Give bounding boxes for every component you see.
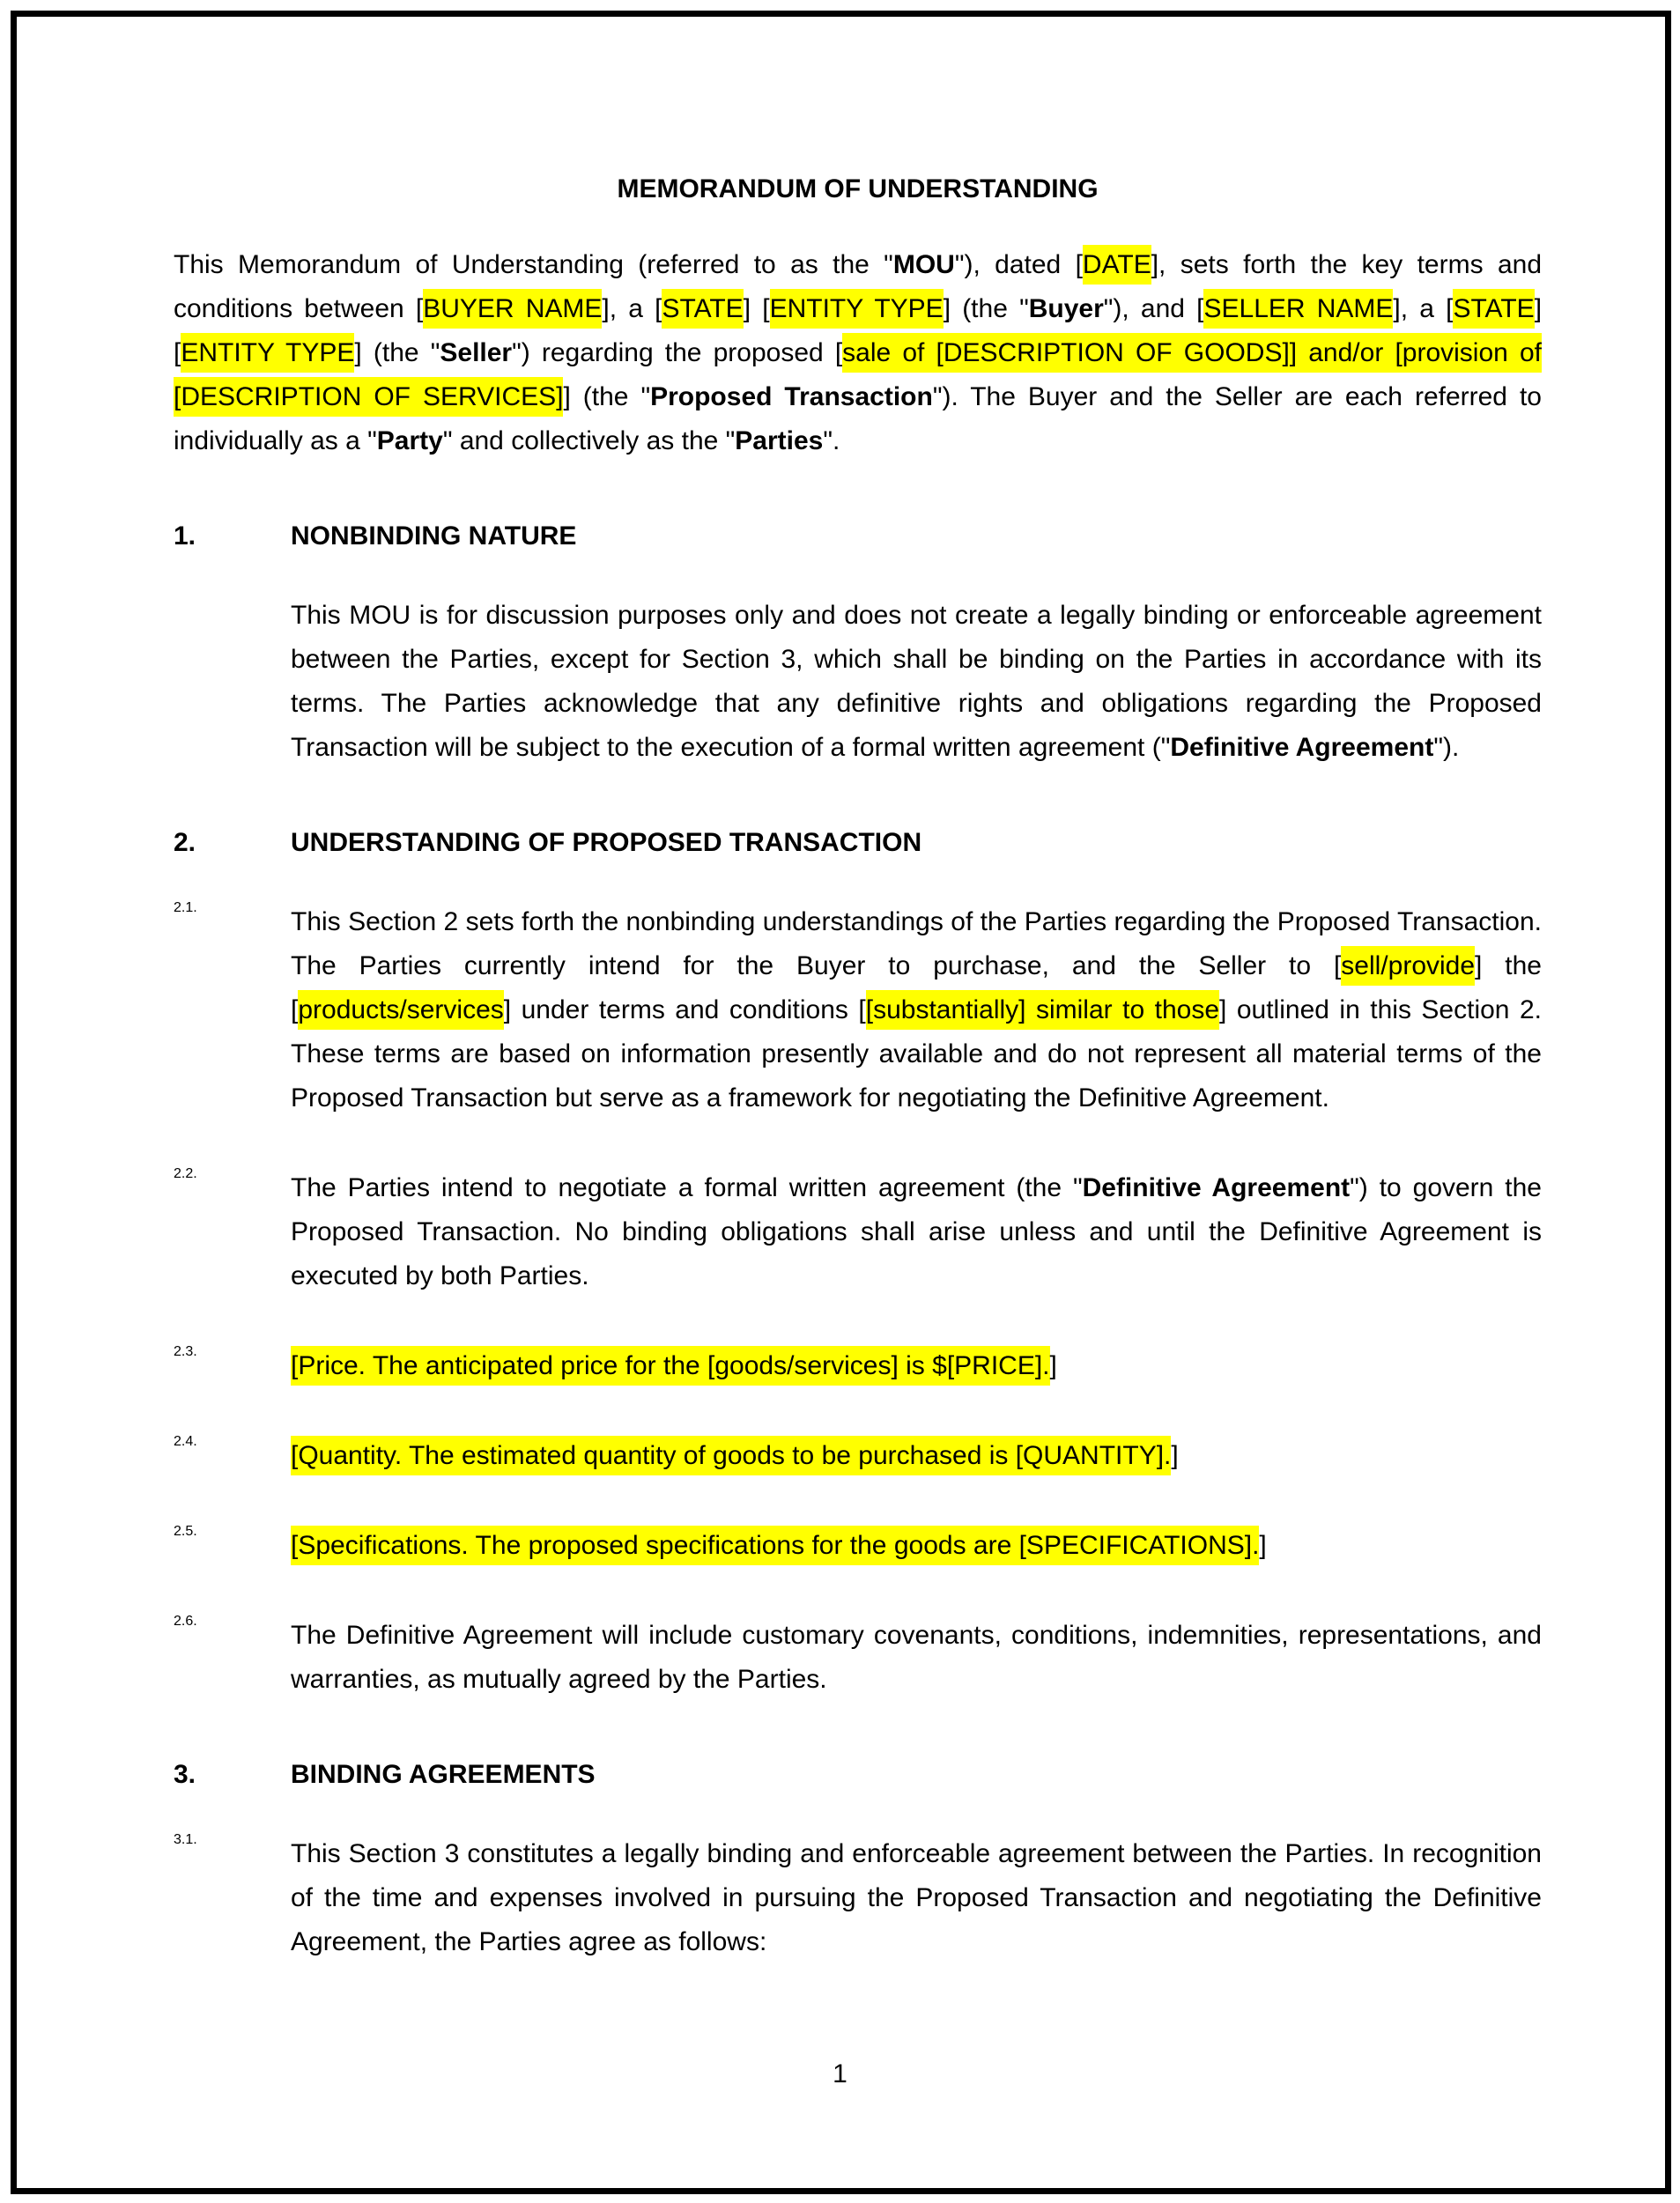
numbered-paragraph: [174, 900, 1542, 1120]
text-run: " and collectively as the ": [442, 426, 736, 455]
document-content: [174, 167, 1542, 2010]
bold-term: Proposed Transaction: [650, 382, 933, 411]
section-heading-text: BINDING AGREEMENTS: [291, 1760, 596, 1789]
paragraph-number: 2.5.: [174, 1524, 197, 1539]
highlighted-placeholder: ENTITY TYPE: [770, 289, 944, 329]
highlighted-placeholder: [Price. The anticipated price for the [goods/services] is $[PRICE].: [291, 1346, 1050, 1386]
section-heading: [174, 1753, 1542, 1797]
numbered-paragraph: [174, 1524, 1542, 1568]
text-run: ".: [823, 426, 840, 455]
text-run: "). The Buyer and the Seller are each referred to individually as a ": [174, 382, 1542, 455]
bold-term: Seller: [440, 338, 513, 367]
document-title: MEMORANDUM OF UNDERSTANDING: [617, 174, 1099, 203]
numbered-paragraph: [174, 1344, 1542, 1388]
text-run: ]: [1171, 1441, 1179, 1470]
paragraph-number: 2.3.: [174, 1344, 197, 1359]
text-run: ]: [1049, 1351, 1057, 1380]
highlighted-placeholder: STATE: [1453, 289, 1534, 329]
highlighted-placeholder: SELLER NAME: [1203, 289, 1393, 329]
text-run: ], a [: [1393, 294, 1454, 323]
section: [174, 821, 1542, 1702]
highlighted-placeholder: sale of [DESCRIPTION OF GOODS]] and/or [provision of [DESCRIPTION OF SERVICES]: [174, 333, 1542, 417]
section: [174, 514, 1542, 770]
section-heading: [174, 514, 1542, 558]
text-run: ] (the ": [354, 338, 440, 367]
section-number: 2.: [174, 828, 196, 857]
text-run: "), dated [: [954, 250, 1083, 279]
paragraph-number: 3.1.: [174, 1832, 197, 1847]
text-run: ") to govern the Proposed Transaction. No binding obligations shall arise unless and until the Definitive Agreement is executed by both Parties.: [291, 1173, 1542, 1290]
highlighted-placeholder: [Specifications. The proposed specifications for the goods are [SPECIFICATIONS].: [291, 1526, 1259, 1565]
text-run: This Section 2 sets forth the nonbinding understandings of the Parties regarding the Proposed Transaction. The Parties currently intend for the Buyer to purchase, and the Seller to [: [291, 907, 1542, 980]
text-run: ").: [1433, 733, 1460, 762]
section: [174, 1753, 1542, 1964]
text-run: "), and [: [1103, 294, 1204, 323]
numbered-paragraph: [174, 1614, 1542, 1702]
highlighted-placeholder: sell/provide: [1341, 946, 1475, 986]
highlighted-placeholder: BUYER NAME: [423, 289, 602, 329]
highlighted-placeholder: ENTITY TYPE: [181, 333, 354, 373]
bold-term: MOU: [892, 250, 955, 279]
paragraph-text: [291, 900, 1542, 1120]
paragraph-text: [291, 1434, 1542, 1478]
bold-term: Definitive Agreement: [1170, 733, 1434, 762]
text-run: This Memorandum of Understanding (referred to as the ": [174, 250, 893, 279]
text-run: ] the [: [291, 951, 1542, 1024]
highlighted-placeholder: DATE: [1083, 245, 1151, 285]
paragraph-number: 2.6.: [174, 1614, 197, 1629]
bold-term: Definitive Agreement: [1082, 1173, 1351, 1202]
text-run: ] (the ": [943, 294, 1029, 323]
paragraph-number: 2.2.: [174, 1166, 197, 1181]
text-run: ] under terms and conditions [: [503, 995, 866, 1024]
paragraph-number: [174, 594, 291, 770]
highlighted-placeholder: STATE: [662, 289, 743, 329]
highlighted-placeholder: [Quantity. The estimated quantity of goods to be purchased is [QUANTITY].: [291, 1436, 1171, 1475]
intro-paragraph: [174, 243, 1542, 463]
paragraph-text: [291, 1166, 1542, 1298]
paragraph-text: [291, 1614, 1542, 1702]
section-heading-text: NONBINDING NATURE: [291, 521, 577, 551]
text-run: ] [: [174, 294, 1543, 367]
section-number: 1.: [174, 521, 196, 551]
text-run: ] (the ": [563, 382, 651, 411]
bold-term: Parties: [735, 426, 824, 455]
paragraph-text: [291, 1524, 1542, 1568]
text-run: ]: [1259, 1531, 1267, 1560]
section-paragraphs: [174, 1832, 1542, 1964]
section-paragraphs: [174, 594, 1542, 770]
page-number: 1: [833, 2059, 847, 2088]
text-run: ], a [: [602, 294, 662, 323]
numbered-paragraph: [174, 1434, 1542, 1478]
text-run: This MOU is for discussion purposes only and does not create a legally binding or enforceable agreement between the Parties, except for Section 3, which shall be binding on the Parties in accordance with its terms. The Parties acknowledge that any definitive rights and obligations regarding the Proposed Transaction will be subject to the execution of a formal written agreement (": [291, 601, 1542, 762]
text-run: ") regarding the proposed [: [512, 338, 843, 367]
highlighted-placeholder: [substantially] similar to those: [866, 990, 1219, 1030]
section-heading: [174, 821, 1542, 865]
section-heading-text: UNDERSTANDING OF PROPOSED TRANSACTION: [291, 828, 922, 857]
paragraph-number: 2.4.: [174, 1434, 197, 1449]
bold-term: Party: [376, 426, 443, 455]
numbered-paragraph: [174, 594, 1542, 770]
section-number: 3.: [174, 1760, 196, 1789]
numbered-paragraph: [174, 1832, 1542, 1964]
numbered-paragraph: [174, 1166, 1542, 1298]
section-paragraphs: [174, 900, 1542, 1702]
text-run: ], sets forth the key terms and conditions between [: [174, 250, 1543, 323]
text-run: The Parties intend to negotiate a formal written agreement (the ": [291, 1173, 1083, 1202]
bold-term: Buyer: [1028, 294, 1104, 323]
paragraph-text: [291, 1832, 1542, 1964]
paragraph-text: [291, 1344, 1542, 1388]
sections: [174, 514, 1542, 1964]
text-run: ] [: [743, 294, 770, 323]
text-run: This Section 3 constitutes a legally binding and enforceable agreement between the Parties. In recognition of the time and expenses involved in pursuing the Proposed Transaction and negotiating the Definitive Agreement, the Parties agree as follows:: [291, 1839, 1542, 1956]
text-run: The Definitive Agreement will include customary covenants, conditions, indemnities, representations, and warranties, as mutually agreed by the Parties.: [291, 1621, 1542, 1694]
paragraph-number: 2.1.: [174, 900, 197, 915]
highlighted-placeholder: products/services: [298, 990, 503, 1030]
text-run: ] outlined in this Section 2. These terms are based on information presently available and do not represent all material terms of the Proposed Transaction but serve as a framework for negotiating the Definitive Agreement.: [291, 995, 1542, 1113]
paragraph-text: [291, 594, 1542, 770]
